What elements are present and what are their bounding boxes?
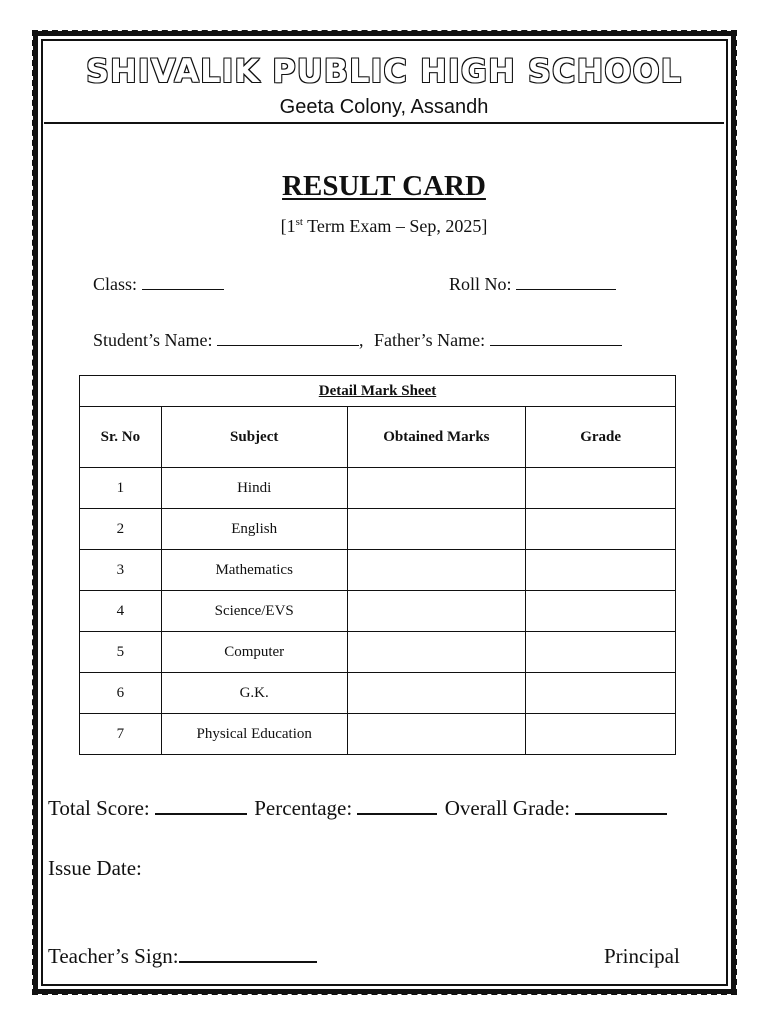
issue-date-field <box>48 856 142 881</box>
row-subject: Physical Education <box>161 714 347 755</box>
row-subject: Mathematics <box>161 550 347 591</box>
school-name: SHIVALIK PUBLIC HIGH SCHOOL <box>85 52 683 90</box>
header-subject: Subject <box>161 407 347 468</box>
row-grade[interactable] <box>526 673 676 714</box>
row-marks[interactable] <box>347 468 526 509</box>
header-sr-no: Sr. No <box>80 407 162 468</box>
page-title: RESULT CARD <box>282 170 486 202</box>
overall-grade-blank[interactable] <box>575 797 667 815</box>
exam-ordinal: st <box>295 216 303 228</box>
summary-row <box>48 796 667 821</box>
row-grade[interactable] <box>526 632 676 673</box>
school-address: Geeta Colony, Assandh <box>279 96 489 118</box>
row-subject: Science/EVS <box>161 591 347 632</box>
row-marks[interactable] <box>347 673 526 714</box>
header-divider <box>44 122 724 124</box>
table-row <box>80 673 676 714</box>
row-grade[interactable] <box>526 714 676 755</box>
row-marks[interactable] <box>347 550 526 591</box>
student-name-label: Student’s Name: <box>93 330 213 350</box>
roll-field <box>449 273 616 295</box>
class-label: Class: <box>93 274 138 294</box>
percentage-blank[interactable] <box>357 797 437 815</box>
row-sr-no: 1 <box>80 468 162 509</box>
roll-blank[interactable] <box>516 273 616 290</box>
row-marks[interactable] <box>347 632 526 673</box>
row-grade[interactable] <box>526 509 676 550</box>
total-score-label: Total Score: <box>48 796 150 820</box>
row-grade[interactable] <box>526 550 676 591</box>
row-sr-no: 3 <box>80 550 162 591</box>
table-header-row <box>80 407 676 468</box>
row-grade[interactable] <box>526 591 676 632</box>
row-subject: Hindi <box>161 468 347 509</box>
exam-open: [1 <box>280 216 296 236</box>
row-grade[interactable] <box>526 468 676 509</box>
overall-grade-label: Overall Grade: <box>444 796 571 820</box>
roll-label: Roll No: <box>449 274 512 294</box>
principal-label: Principal <box>604 944 680 968</box>
student-name-blank[interactable] <box>217 329 359 346</box>
father-name-label: Father’s Name: <box>374 330 486 350</box>
row-marks[interactable] <box>347 714 526 755</box>
table-row <box>80 591 676 632</box>
row-sr-no: 5 <box>80 632 162 673</box>
table-caption: Detail Mark Sheet <box>80 376 676 407</box>
row-marks[interactable] <box>347 591 526 632</box>
table-row <box>80 550 676 591</box>
name-field <box>93 329 622 351</box>
exam-rest: Term Exam – Sep, 2025] <box>302 216 488 236</box>
row-subject: G.K. <box>161 673 347 714</box>
row-sr-no: 7 <box>80 714 162 755</box>
table-row <box>80 632 676 673</box>
header-obtained-marks: Obtained Marks <box>347 407 526 468</box>
row-sr-no: 2 <box>80 509 162 550</box>
table-row <box>80 714 676 755</box>
teacher-sign-field <box>48 944 317 969</box>
class-blank[interactable] <box>142 273 224 290</box>
issue-date-label: Issue Date: <box>48 856 142 880</box>
percentage-label: Percentage: <box>254 796 353 820</box>
row-subject: Computer <box>161 632 347 673</box>
row-sr-no: 6 <box>80 673 162 714</box>
table-row <box>80 468 676 509</box>
mark-sheet-table <box>79 375 676 755</box>
name-separator: , <box>359 330 364 350</box>
header-grade: Grade <box>526 407 676 468</box>
class-field <box>93 273 224 295</box>
teacher-sign-blank[interactable] <box>179 945 317 963</box>
row-marks[interactable] <box>347 509 526 550</box>
table-row <box>80 509 676 550</box>
teacher-sign-label: Teacher’s Sign: <box>48 944 179 968</box>
father-name-blank[interactable] <box>490 329 622 346</box>
row-sr-no: 4 <box>80 591 162 632</box>
total-score-blank[interactable] <box>155 797 247 815</box>
exam-subtitle <box>0 216 768 237</box>
row-subject: English <box>161 509 347 550</box>
